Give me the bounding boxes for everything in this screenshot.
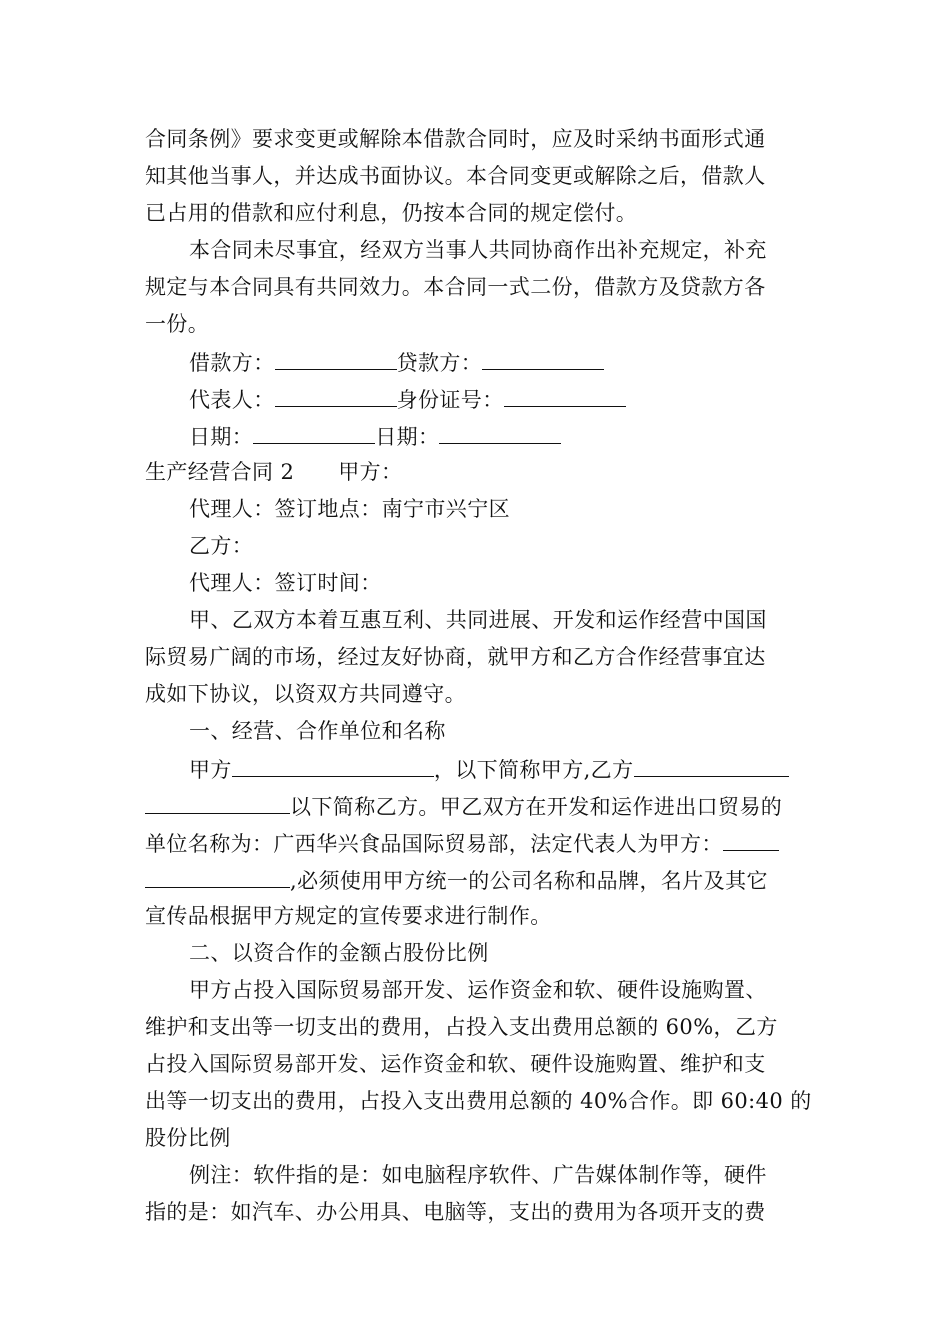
- id-number-blank: [504, 380, 626, 407]
- section-heading: 二、以资合作的金额占股份比例: [189, 941, 489, 965]
- contract2-header: [145, 454, 805, 491]
- date-label-2: 日期：: [375, 425, 440, 449]
- paragraph-line: 股份比例: [145, 1126, 231, 1150]
- borrower-blank: [275, 343, 397, 370]
- signature-row-date: [145, 417, 805, 454]
- party-b-blank: [634, 750, 789, 777]
- paragraph-line: 际贸易广阔的市场，经过友好协商，就甲方和乙方合作经营事宜达: [145, 645, 766, 669]
- section-heading: 一、经营、合作单位和名称: [189, 719, 446, 743]
- party-a-text: 甲方: [189, 758, 232, 782]
- borrower-label: 借款方：: [189, 351, 275, 375]
- id-number-label: 身份证号：: [396, 388, 504, 412]
- representative-blank: [275, 380, 397, 407]
- paragraph-line: 维护和支出等一切支出的费用，占投入支出费用总额的 60%，乙方: [145, 1015, 778, 1039]
- party-a-blank: [232, 750, 434, 777]
- legal-rep-blank: [723, 824, 779, 851]
- paragraph-line: 成如下协议，以资双方共同遵守。: [145, 682, 466, 706]
- representative-label: 代表人：: [189, 388, 275, 412]
- lender-blank: [482, 343, 604, 370]
- section1-line: [145, 861, 805, 898]
- paragraph-line: 合同条例》要求变更或解除本借款合同时，应及时采纳书面形式通: [145, 127, 766, 151]
- paragraph-line: 占投入国际贸易部开发、运作资金和软、硬件设施购置、维护和支: [145, 1052, 766, 1076]
- section1-text: ,必须使用甲方统一的公司名称和品牌，名片及其它: [290, 869, 768, 893]
- party-b-line: 乙方：: [189, 534, 254, 558]
- section1-text: 单位名称为：广西华兴食品国际贸易部，法定代表人为甲方：: [145, 832, 723, 856]
- section1-text: 以下简称乙方。甲乙双方在开发和运作进出口贸易的: [290, 795, 783, 819]
- party-b-blank-cont: [145, 787, 290, 814]
- section1-line: [145, 750, 805, 787]
- signature-row-representative: [145, 380, 805, 417]
- paragraph-line: 规定与本合同具有共同效力。本合同一式二份，借款方及贷款方各: [145, 275, 766, 299]
- section1-line: 宣传品根据甲方规定的宣传要求进行制作。: [145, 904, 552, 928]
- section1-mid-text: ，以下简称甲方,乙方: [433, 758, 634, 782]
- lender-label: 贷款方：: [396, 351, 483, 375]
- legal-rep-blank-cont: [145, 861, 290, 888]
- section1-line: [145, 824, 805, 861]
- date-blank: [253, 417, 375, 444]
- date-label: 日期：: [189, 425, 254, 449]
- agent-time-line: 代理人：签订时间：: [189, 571, 382, 595]
- paragraph-line: 出等一切支出的费用，占投入支出费用总额的 40%合作。即 60:40 的: [145, 1089, 812, 1113]
- signature-row-borrower: [145, 343, 805, 380]
- paragraph-line: 甲、乙双方本着互惠互利、共同进展、开发和运作经营中国国: [189, 608, 767, 632]
- date-blank-2: [439, 417, 561, 444]
- paragraph-line: 本合同未尽事宜，经双方当事人共同协商作出补充规定，补充: [189, 238, 767, 262]
- paragraph-line: 甲方占投入国际贸易部开发、运作资金和软、硬件设施购置、: [189, 978, 767, 1002]
- section1-line: [145, 787, 805, 824]
- agent-place-line: 代理人：签订地点：南宁市兴宁区: [189, 497, 510, 521]
- contract-title: 生产经营合同 2: [145, 460, 295, 484]
- paragraph-line: 指的是：如汽车、办公用具、电脑等，支出的费用为各项开支的费: [145, 1200, 766, 1224]
- paragraph-line: 例注：软件指的是：如电脑程序软件、广告媒体制作等，硬件: [189, 1163, 767, 1187]
- party-a-label: 甲方：: [338, 460, 403, 484]
- paragraph-line: 一份。: [145, 312, 210, 336]
- paragraph-line: 已占用的借款和应付利息，仍按本合同的规定偿付。: [145, 201, 638, 225]
- paragraph-line: 知其他当事人，并达成书面协议。本合同变更或解除之后，借款人: [145, 164, 766, 188]
